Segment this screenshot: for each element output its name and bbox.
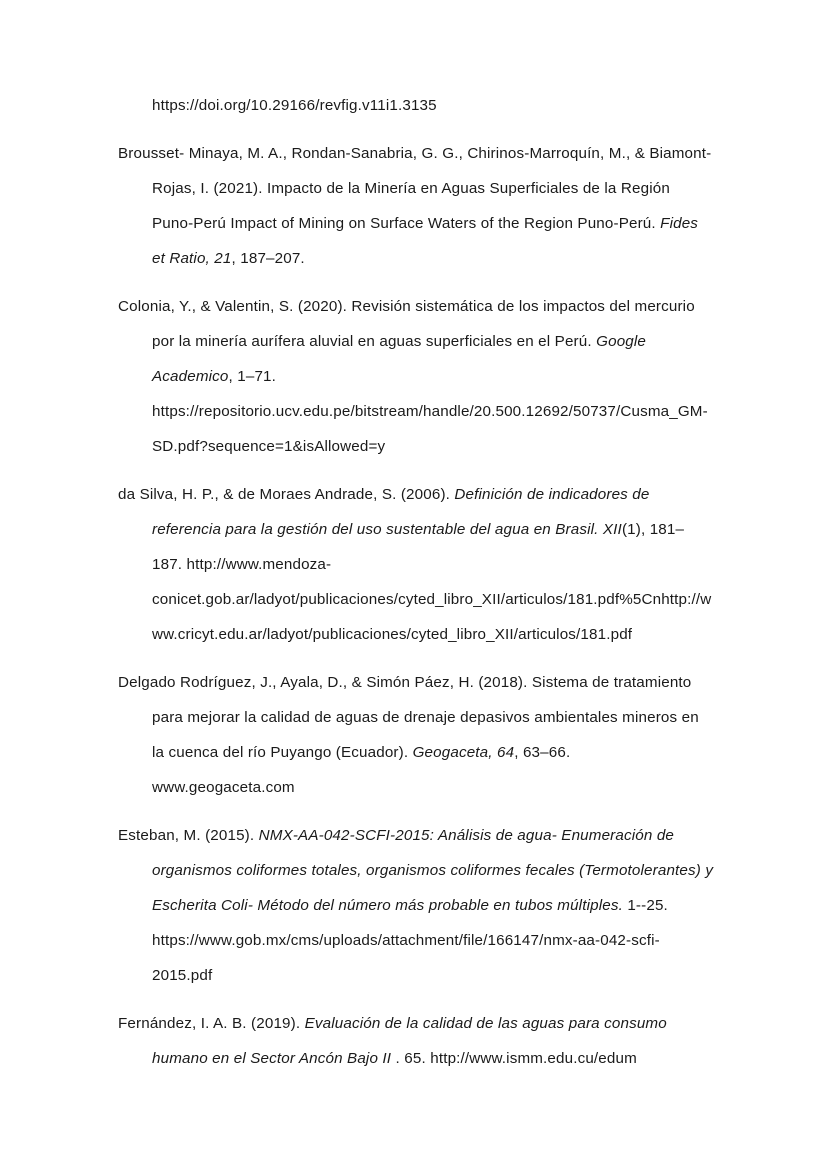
reference-entry <box>118 136 714 276</box>
text-run: Fernández, I. A. B. (2019). <box>118 1015 305 1032</box>
text-run: , 1–71. https://repositorio.ucv.edu.pe/bitstream/handle/20.500.12692/50737/Cusma_GM-SD.pdf?sequence=1&isAllowed=y <box>152 368 708 455</box>
reference-entry <box>118 289 714 464</box>
italic-run: Google Academico <box>152 333 650 385</box>
reference-entry <box>118 477 714 652</box>
text-run: da Silva, H. P., & de Moraes Andrade, S. (2006). <box>118 486 455 503</box>
text-run: Brousset- Minaya, M. A., Rondan-Sanabria, G. G., Chirinos-Marroquín, M., & Biamont-Rojas, I. (2021). Impacto de la Minería en Aguas Superficiales de la Región Puno-Perú Impact of Mining on Surface Waters of the Region Puno-Perú. <box>118 145 712 232</box>
reference-entry <box>118 88 714 123</box>
italic-run: Geogaceta, 64 <box>412 744 515 761</box>
italic-run: Evaluación de la calidad de las aguas para consumo humano en el Sector Ancón Bajo II <box>152 1015 672 1067</box>
reference-entry <box>118 818 718 993</box>
reference-entry <box>118 665 714 805</box>
text-run: , 63–66. www.geogaceta.com <box>152 744 575 796</box>
text-run: Colonia, Y., & Valentin, S. (2020). Revisión sistemática de los impactos del mercurio por la minería aurífera aluvial en aguas superficiales en el Perú. <box>118 298 700 350</box>
text-run: . 65. http://www.ismm.edu.cu/edum <box>391 1050 637 1067</box>
text-run: (1), 181–187. http://www.mendoza-conicet.gob.ar/ladyot/publicaciones/cyted_libro_XII/articulos/181.pdf%5Cnhttp://www.cricyt.edu.ar/ladyot/publicaciones/cyted_libro_XII/articulos/181.pdf <box>152 521 712 643</box>
italic-run: Fides et Ratio, 21 <box>152 215 703 267</box>
text-run: Delgado Rodríguez, J., Ayala, D., & Simón Páez, H. (2018). Sistema de tratamiento para mejorar la calidad de aguas de drenaje depasivos ambientales mineros en la cuenca del río Puyango (Ecuador). <box>118 674 704 761</box>
italic-run: Definición de indicadores de referencia para la gestión del uso sustentable del agua en Brasil. XII <box>152 486 654 538</box>
text-run: , 187–207. <box>231 250 305 267</box>
reference-list <box>118 88 718 1076</box>
reference-entry <box>118 1006 714 1076</box>
text-run: 1--25. https://www.gob.mx/cms/uploads/attachment/file/166147/nmx-aa-042-scfi-2015.pdf <box>152 897 673 984</box>
text-run: https://doi.org/10.29166/revfig.v11i1.3135 <box>152 97 437 114</box>
italic-run: NMX-AA-042-SCFI-2015: Análisis de agua- Enumeración de organismos coliformes totales, organismos coliformes fecales (Termotolerantes) y Escherita Coli- Método del número más probable en tubos múltiples. <box>152 827 718 914</box>
text-run: Esteban, M. (2015). <box>118 827 259 844</box>
